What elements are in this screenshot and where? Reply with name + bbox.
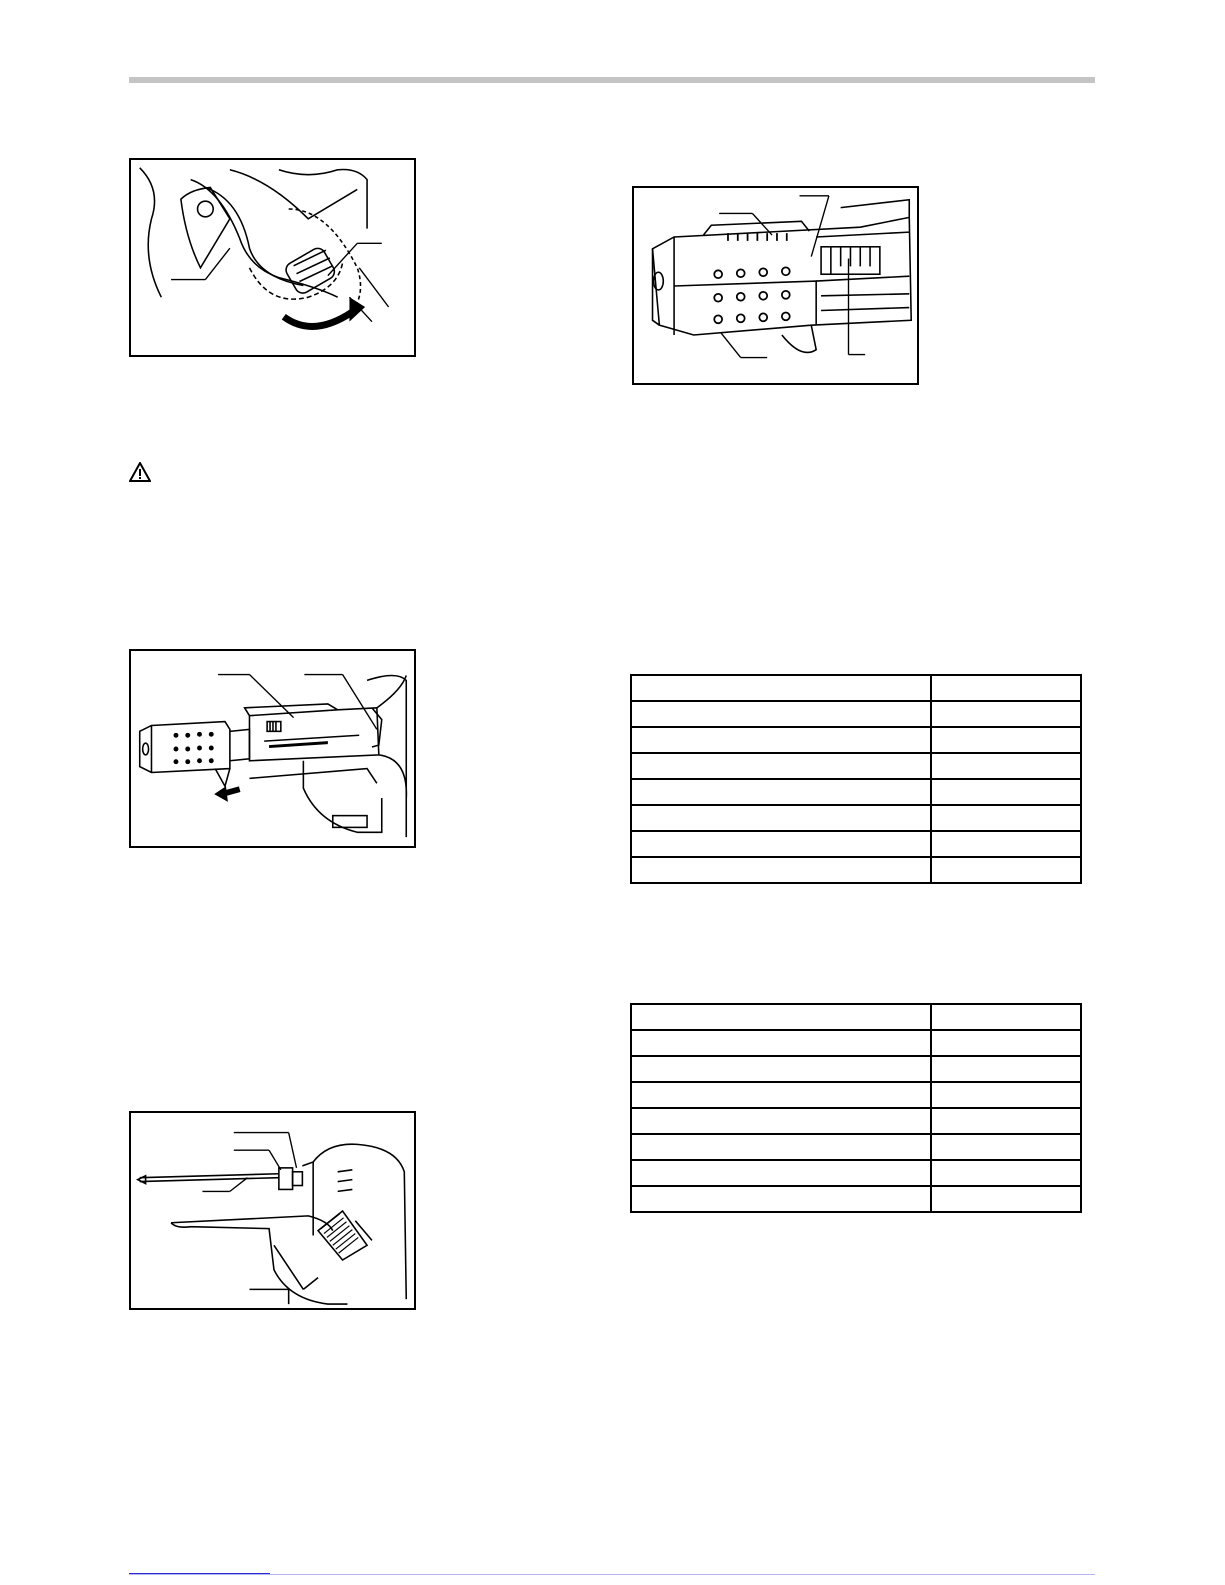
adjustment-dial-illustration	[131, 160, 414, 355]
attachment-slide-illustration	[131, 651, 414, 846]
figure-attachment-slide	[129, 649, 416, 848]
header-rule	[129, 77, 1095, 83]
footer-rule	[129, 1574, 1095, 1575]
table-row	[631, 753, 1081, 779]
table-row	[631, 779, 1081, 805]
table-row	[631, 1030, 1081, 1056]
spec-table-2	[630, 1003, 1082, 1213]
warning-triangle-icon	[129, 462, 151, 482]
table-row	[631, 1186, 1081, 1212]
table-row	[631, 727, 1081, 753]
figure-screw-attachment	[632, 186, 919, 385]
footer-link-underline[interactable]	[129, 1573, 270, 1574]
table-row	[631, 701, 1081, 727]
table-row	[631, 1056, 1081, 1082]
table-row	[631, 1108, 1081, 1134]
table-row	[631, 1082, 1081, 1108]
table-row	[631, 857, 1081, 883]
spec-table-1	[630, 674, 1082, 884]
figure-adjustment-dial	[129, 158, 416, 357]
table-row	[631, 1134, 1081, 1160]
table-row	[631, 1160, 1081, 1186]
table-row	[631, 675, 1081, 701]
table-row	[631, 805, 1081, 831]
driver-bit-illustration	[131, 1113, 414, 1308]
figure-driver-bit	[129, 1111, 416, 1310]
table-row	[631, 1004, 1081, 1030]
screw-attachment-illustration	[634, 188, 917, 383]
table-row	[631, 831, 1081, 857]
